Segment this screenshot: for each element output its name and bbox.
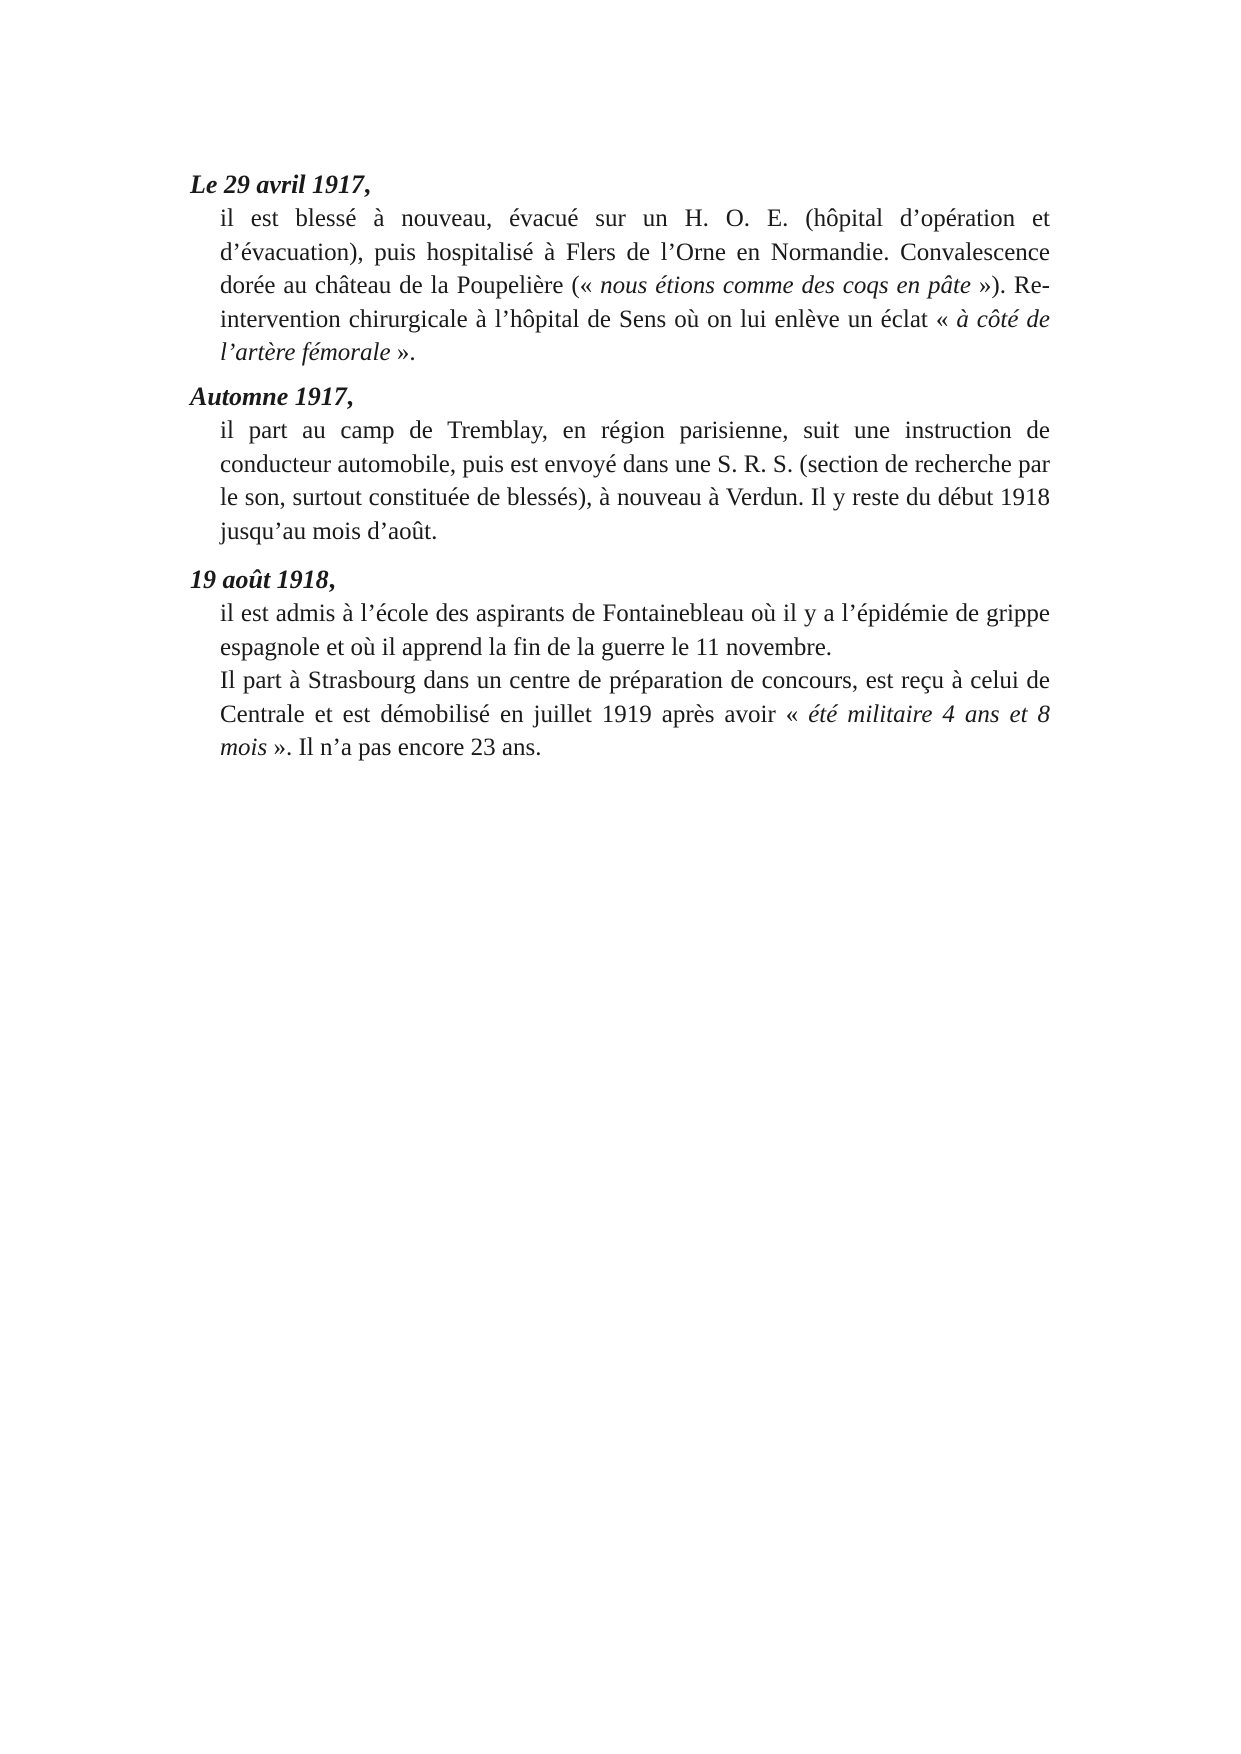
entry-date-text: Automne 1917 xyxy=(190,382,347,411)
entry-body xyxy=(220,414,1050,548)
entry-autumn-1917 xyxy=(190,380,1050,548)
entry-august-1918 xyxy=(190,563,1050,765)
body-quote: été militaire 4 ans et 8 mois xyxy=(220,700,1051,761)
entry-paragraph xyxy=(220,202,1050,370)
entry-1929-april xyxy=(190,168,1050,370)
entry-date-text: Le 29 avril 1917 xyxy=(190,170,365,199)
entry-paragraph: il part au camp de Tremblay, en région parisienne, suit une instruction de conducteur automobile, puis est envoyé dans une S. R. S. (section de recherche par le son, surtout constituée de blessés), à nouveau à Verdun. Il y reste du début 1918 jusqu’au mois d’août. xyxy=(220,417,1050,545)
entry-date xyxy=(190,563,1050,597)
entry-body xyxy=(220,202,1050,370)
entry-date-text: 19 août 1918 xyxy=(190,565,329,594)
entry-body xyxy=(220,597,1050,765)
body-text: Il part à Strasbourg dans un centre de préparation de concours, est reçu à celui de Centrale et est démobilisé en juillet 1919 après avoir « xyxy=(220,667,1050,728)
body-text: ». Il n’a pas encore 23 ans. xyxy=(267,734,542,761)
body-text: »). Re-intervention chirurgicale à l’hôpital de Sens où on lui enlève un éclat « xyxy=(220,272,1050,333)
body-text: il est blessé à nouveau, évacué sur un H. O. E. (hôpital d’opération et d’évacuation), puis hospitalisé à Flers de l’Orne en Normandie. Convalescence dorée au château de la Poupelière (« xyxy=(220,205,1050,299)
entry-date xyxy=(190,380,1050,414)
entry-date-comma: , xyxy=(328,565,336,594)
entry-date-comma: , xyxy=(346,382,354,411)
entry-date xyxy=(190,168,1050,202)
body-text: ». xyxy=(390,339,416,366)
entry-paragraph: il est admis à l’école des aspirants de Fontainebleau où il y a l’épidémie de grippe espagnole et où il apprend la fin de la guerre le 11 novembre. xyxy=(220,600,1050,661)
entry-date-comma: , xyxy=(364,170,371,199)
body-quote: nous étions comme des coqs en pâte xyxy=(600,272,972,299)
body-quote: à côté de l’artère fémorale xyxy=(220,305,1051,366)
entry-paragraph xyxy=(220,664,1050,765)
